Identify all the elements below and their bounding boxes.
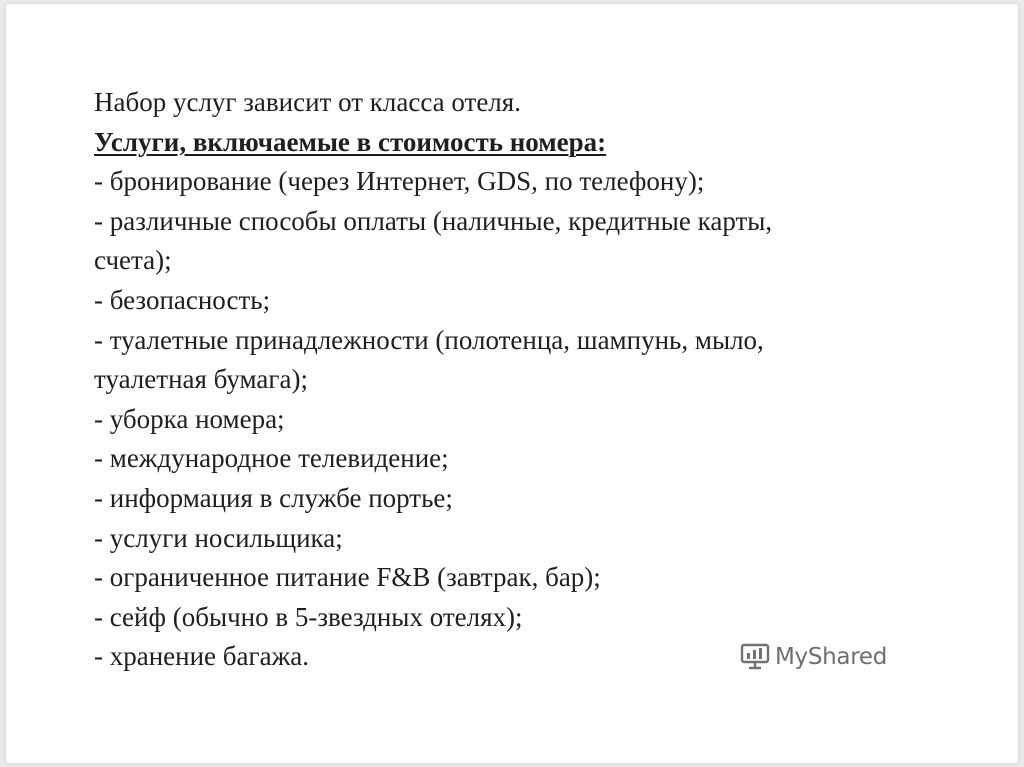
slide: [6, 4, 1018, 763]
myshared-logo-icon: [740, 643, 770, 671]
list-item: - информация в службе портье;: [94, 482, 453, 513]
list-item: - хранение багажа.: [94, 641, 309, 672]
list-item: - безопасность;: [94, 284, 271, 315]
list-item: - ограниченное питание F&B (завтрак, бар);: [94, 562, 601, 593]
list-item: - международное телевидение;: [94, 443, 449, 474]
list-item: - различные способы оплаты (наличные, кредитные карты,: [94, 205, 773, 236]
list-item: - туалетные принадлежности (полотенца, шампунь, мыло,: [94, 324, 764, 355]
list-item: - уборка номера;: [94, 403, 285, 434]
watermark-text: MyShared: [775, 644, 888, 670]
section-subtitle: Услуги, включаемые в стоимость номера:: [94, 126, 607, 157]
myshared-watermark: [740, 641, 887, 673]
slide-content: [94, 83, 974, 677]
intro-text: Набор услуг зависит от класса отеля.: [94, 87, 521, 117]
list-item: - бронирование (через Интернет, GDS, по телефону);: [94, 166, 705, 197]
list-item: - услуги носильщика;: [94, 522, 343, 553]
list-item: - сейф (обычно в 5-звездных отелях);: [94, 601, 523, 632]
list-item: счета);: [94, 245, 172, 276]
list-item: туалетная бумага);: [94, 364, 308, 395]
